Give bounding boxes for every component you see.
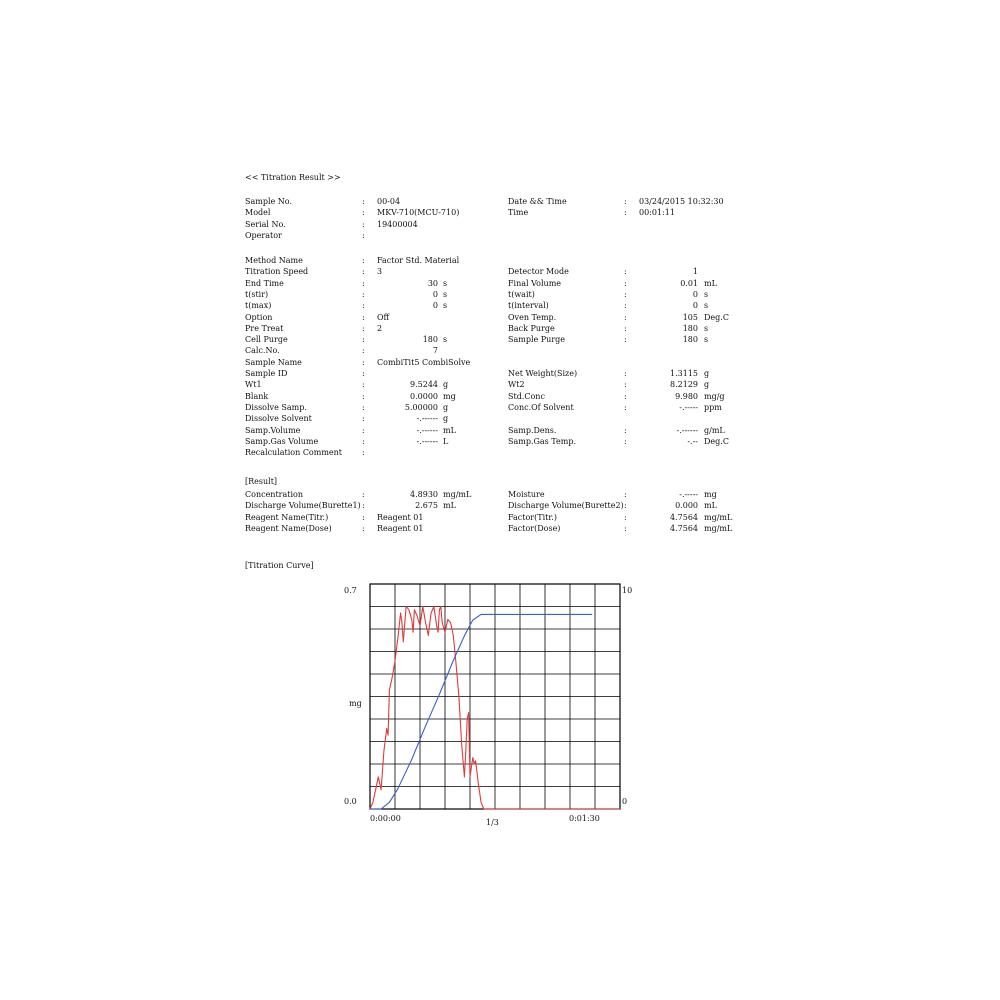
y-axis-left-tick-top: 0.7 bbox=[344, 586, 357, 595]
result-label: Reagent Name(Dose) bbox=[245, 523, 332, 533]
param-value: 180 bbox=[682, 335, 698, 345]
param-label: Method Name bbox=[245, 256, 303, 265]
result-value: 4.8930 bbox=[410, 490, 438, 499]
result-unit: mg/mL bbox=[704, 523, 733, 533]
param-label: t(wait) bbox=[508, 289, 535, 299]
param-unit: mg/g bbox=[704, 391, 725, 401]
result-unit: mg/mL bbox=[443, 490, 472, 499]
param-label: Cell Purge bbox=[245, 335, 288, 345]
param-unit: g bbox=[443, 414, 449, 424]
param-value: 9.5244 bbox=[410, 380, 438, 390]
colon: : bbox=[362, 425, 365, 435]
param-label: Net Weight(Size) bbox=[508, 369, 578, 378]
y-axis-right-tick-bottom: 0 bbox=[622, 797, 628, 806]
colon: : bbox=[362, 523, 365, 533]
colon: : bbox=[362, 323, 365, 333]
y-axis-right-tick-top: 10 bbox=[622, 586, 633, 595]
colon: : bbox=[624, 267, 627, 277]
report-title: << Titration Result >> bbox=[245, 173, 341, 182]
param-unit: g bbox=[443, 380, 449, 390]
colon: : bbox=[362, 312, 365, 322]
colon: : bbox=[624, 402, 627, 412]
colon: : bbox=[624, 278, 627, 288]
header-label: Time bbox=[508, 208, 529, 218]
curve-heading: [Titration Curve] bbox=[245, 561, 314, 570]
y-axis-left-label: mg bbox=[349, 699, 362, 708]
colon: : bbox=[362, 219, 365, 229]
colon: : bbox=[362, 414, 365, 424]
result-value: Reagent 01 bbox=[377, 512, 424, 522]
param-label: Dissolve Solvent bbox=[245, 414, 312, 424]
x-axis-tick-end: 0:01:30 bbox=[569, 814, 600, 823]
colon: : bbox=[362, 369, 365, 378]
param-unit: Deg.C bbox=[704, 436, 729, 446]
colon: : bbox=[362, 278, 365, 288]
colon: : bbox=[624, 523, 627, 533]
header-value: 19400004 bbox=[377, 219, 418, 229]
result-label: Discharge Volume(Burette1) bbox=[245, 501, 361, 511]
colon: : bbox=[624, 208, 627, 218]
colon: : bbox=[362, 402, 365, 412]
param-unit: s bbox=[443, 335, 448, 345]
param-value: 1 bbox=[692, 267, 698, 277]
result-unit: mL bbox=[443, 501, 456, 511]
colon: : bbox=[362, 436, 365, 446]
param-label: Samp.Dens. bbox=[508, 425, 557, 435]
param-label: Wt1 bbox=[245, 380, 262, 390]
colon: : bbox=[624, 391, 627, 401]
result-label: Discharge Volume(Burette2) bbox=[508, 501, 624, 511]
colon: : bbox=[362, 512, 365, 522]
param-value: 0 bbox=[692, 289, 698, 299]
result-label: Factor(Titr.) bbox=[508, 512, 557, 522]
param-label: Sample ID bbox=[245, 369, 288, 378]
param-value: -.------ bbox=[416, 425, 438, 435]
param-label: Sample Purge bbox=[508, 335, 566, 345]
colon: : bbox=[624, 436, 627, 446]
param-label: Oven Temp. bbox=[508, 312, 557, 322]
result-label: Factor(Dose) bbox=[508, 523, 561, 533]
colon: : bbox=[624, 312, 627, 322]
param-label: Final Volume bbox=[508, 278, 562, 288]
header-label: Operator bbox=[245, 230, 282, 240]
x-axis-tick-start: 0:00:00 bbox=[370, 814, 401, 823]
param-label: Std.Conc bbox=[508, 391, 545, 401]
param-value: 180 bbox=[682, 323, 698, 333]
colon: : bbox=[362, 380, 365, 390]
param-label: End Time bbox=[245, 278, 284, 288]
param-value: 1.3115 bbox=[670, 369, 698, 378]
param-value: -.----- bbox=[679, 402, 698, 412]
param-value: 3 bbox=[377, 267, 383, 277]
param-value: 105 bbox=[682, 312, 698, 322]
param-unit: g bbox=[704, 369, 710, 378]
param-value: Off bbox=[377, 312, 390, 322]
colon: : bbox=[362, 391, 365, 401]
param-value: CombiTit5 CombiSolve bbox=[377, 357, 471, 367]
result-value: -.----- bbox=[679, 490, 698, 499]
param-label: Samp.Gas Volume bbox=[245, 436, 319, 446]
param-value: 180 bbox=[422, 335, 438, 345]
colon: : bbox=[624, 425, 627, 435]
param-value: 0 bbox=[432, 301, 438, 311]
colon: : bbox=[362, 335, 365, 345]
colon: : bbox=[624, 335, 627, 345]
param-label: Conc.Of Solvent bbox=[508, 402, 574, 412]
colon: : bbox=[362, 208, 365, 218]
param-label: Pre Treat bbox=[245, 323, 284, 333]
param-label: Dissolve Samp. bbox=[245, 402, 307, 412]
param-label: t(max) bbox=[245, 301, 272, 311]
param-unit: mL bbox=[704, 278, 717, 288]
param-value: 0.01 bbox=[680, 278, 698, 288]
result-value: 4.7564 bbox=[670, 523, 698, 533]
header-label: Model bbox=[245, 208, 271, 218]
param-unit: s bbox=[704, 335, 709, 345]
param-unit: Deg.C bbox=[704, 312, 729, 322]
param-label: Samp.Gas Temp. bbox=[508, 436, 577, 446]
param-value: 9.980 bbox=[675, 391, 698, 401]
param-unit: mg bbox=[443, 391, 456, 401]
colon: : bbox=[624, 501, 627, 511]
colon: : bbox=[362, 501, 365, 511]
colon: : bbox=[624, 490, 627, 499]
result-value: 4.7564 bbox=[670, 512, 698, 522]
param-label: Samp.Volume bbox=[245, 425, 301, 435]
param-label: t(interval) bbox=[508, 301, 549, 311]
param-value: 2 bbox=[377, 323, 383, 333]
result-value: Reagent 01 bbox=[377, 523, 424, 533]
colon: : bbox=[362, 346, 365, 356]
param-value: -.------ bbox=[416, 436, 438, 446]
colon: : bbox=[624, 380, 627, 390]
series-line-blue bbox=[370, 614, 592, 809]
header-value: 00:01:11 bbox=[639, 208, 675, 218]
result-value: 2.675 bbox=[415, 501, 438, 511]
param-label: Detector Mode bbox=[508, 267, 569, 277]
param-unit: g/mL bbox=[704, 425, 725, 435]
result-label: Reagent Name(Titr.) bbox=[245, 512, 329, 522]
param-unit: s bbox=[443, 289, 448, 299]
param-unit: ppm bbox=[704, 402, 722, 412]
param-value: 30 bbox=[427, 278, 438, 288]
result-label: Concentration bbox=[245, 490, 304, 499]
header-value: 03/24/2015 10:32:30 bbox=[639, 197, 724, 206]
param-unit: s bbox=[443, 301, 448, 311]
param-unit: s bbox=[704, 301, 709, 311]
param-value: 5.00000 bbox=[404, 402, 438, 412]
colon: : bbox=[362, 267, 365, 277]
param-label: Titration Speed bbox=[245, 267, 309, 277]
result-label: Moisture bbox=[508, 490, 545, 499]
param-value: 0 bbox=[692, 301, 698, 311]
param-unit: s bbox=[704, 323, 709, 333]
param-label: Calc.No. bbox=[245, 346, 280, 356]
colon: : bbox=[624, 301, 627, 311]
header-value: 00-04 bbox=[377, 197, 401, 206]
param-label: Recalculation Comment bbox=[245, 448, 343, 458]
colon: : bbox=[362, 230, 365, 240]
param-unit: s bbox=[704, 289, 709, 299]
result-unit: mL bbox=[704, 501, 717, 511]
param-unit: g bbox=[443, 402, 449, 412]
header-label: Sample No. bbox=[245, 197, 293, 206]
param-value: 7 bbox=[432, 346, 438, 356]
colon: : bbox=[362, 289, 365, 299]
colon: : bbox=[362, 448, 365, 458]
param-label: t(stir) bbox=[245, 289, 269, 299]
param-unit: mL bbox=[443, 425, 456, 435]
param-value: 0 bbox=[432, 289, 438, 299]
param-label: Wt2 bbox=[508, 380, 525, 390]
param-value: Factor Std. Material bbox=[377, 256, 460, 265]
colon: : bbox=[624, 369, 627, 378]
param-value: -.-- bbox=[687, 436, 698, 446]
param-unit: g bbox=[704, 380, 710, 390]
colon: : bbox=[362, 490, 365, 499]
colon: : bbox=[624, 289, 627, 299]
colon: : bbox=[624, 197, 627, 206]
param-value: 8.2129 bbox=[670, 380, 698, 390]
header-label: Serial No. bbox=[245, 219, 286, 229]
header-label: Date && Time bbox=[508, 197, 567, 206]
param-value: -.------ bbox=[416, 414, 438, 424]
param-value: 0.0000 bbox=[410, 391, 438, 401]
param-unit: L bbox=[443, 436, 449, 446]
colon: : bbox=[624, 323, 627, 333]
header-value: MKV-710(MCU-710) bbox=[377, 208, 460, 218]
result-unit: mg/mL bbox=[704, 512, 733, 522]
result-heading: [Result] bbox=[245, 477, 278, 486]
param-label: Back Purge bbox=[508, 323, 555, 333]
result-value: 0.000 bbox=[675, 501, 698, 511]
result-unit: mg bbox=[704, 490, 717, 499]
param-label: Blank bbox=[245, 391, 269, 401]
colon: : bbox=[362, 357, 365, 367]
param-unit: s bbox=[443, 278, 448, 288]
x-axis-tick-mid: 1/3 bbox=[486, 818, 499, 827]
colon: : bbox=[624, 512, 627, 522]
param-label: Sample Name bbox=[245, 357, 302, 367]
colon: : bbox=[362, 256, 365, 265]
param-label: Option bbox=[245, 312, 273, 322]
param-value: -.------ bbox=[676, 425, 698, 435]
colon: : bbox=[362, 301, 365, 311]
y-axis-left-tick-bottom: 0.0 bbox=[344, 797, 357, 806]
colon: : bbox=[362, 197, 365, 206]
